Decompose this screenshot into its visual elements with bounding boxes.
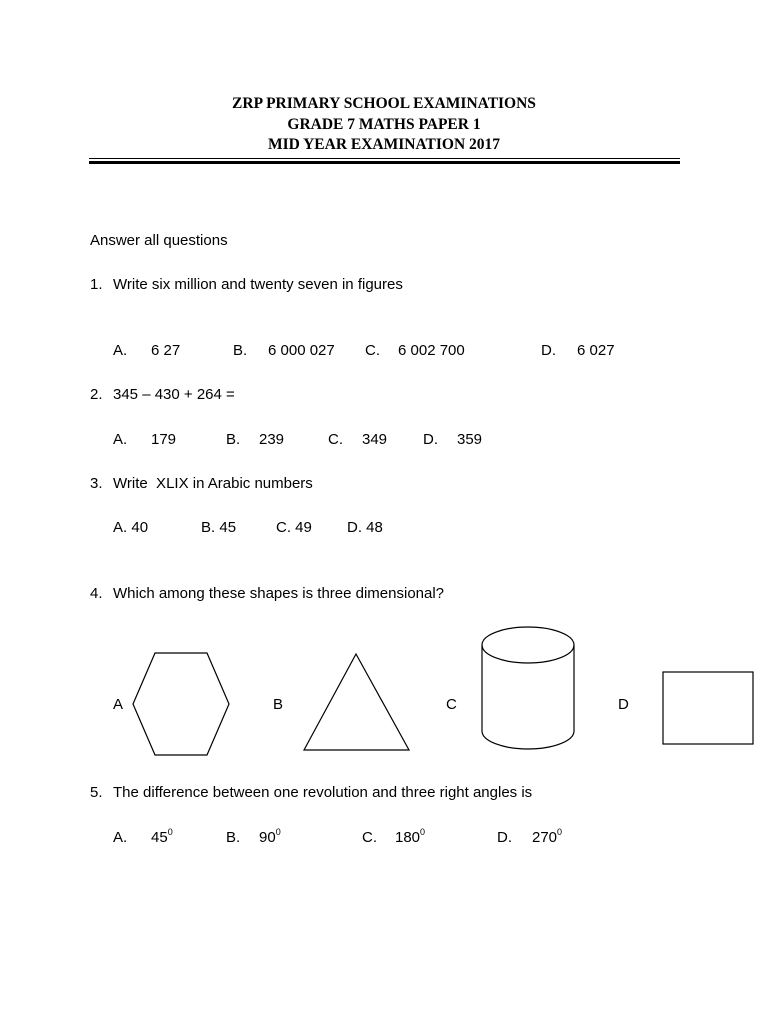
q2-option-c-value: 349 xyxy=(362,431,388,448)
q3-text: Write XLIX in Arabic numbers xyxy=(113,475,313,492)
q5-option-d-value xyxy=(532,829,562,847)
q4-number: 4. xyxy=(90,585,103,602)
q5-option-c-number: 180 xyxy=(395,829,421,846)
q1-option-b-value: 6 000 027 xyxy=(268,342,335,359)
degree-sup: 0 xyxy=(557,827,563,837)
q2-option-d-value: 359 xyxy=(457,431,483,448)
q2-text: 345 – 430 + 264 = xyxy=(113,386,235,403)
cylinder-shape xyxy=(482,627,574,749)
q5-text: The difference between one revolution and three right angles is xyxy=(113,784,533,801)
q2-option-c-letter: C. xyxy=(328,431,343,448)
exam-session: MID YEAR EXAMINATION 2017 xyxy=(267,136,501,153)
q3-number: 3. xyxy=(90,475,103,492)
degree-sup: 0 xyxy=(420,827,426,837)
degree-sup: 0 xyxy=(275,827,281,837)
q1-option-d-value: 6 027 xyxy=(577,342,615,359)
q3-option-c-letter: C. xyxy=(276,519,291,536)
q1-option-c-value: 6 002 700 xyxy=(398,342,465,359)
q3-option-a-value: 40 xyxy=(131,519,149,536)
q4-text: Which among these shapes is three dimensional? xyxy=(113,585,445,602)
q5-option-a-value xyxy=(151,829,173,847)
q4-option-c-letter: C xyxy=(446,696,457,713)
q5-option-c-letter: C. xyxy=(362,829,377,846)
q2-number: 2. xyxy=(90,386,103,403)
q1-option-b-letter: B. xyxy=(233,342,248,359)
q5-number: 5. xyxy=(90,784,103,801)
q1-text: Write six million and twenty seven in figures xyxy=(113,276,403,293)
triangle-shape xyxy=(304,654,409,750)
q2-option-a-value: 179 xyxy=(151,431,177,448)
paper-title: GRADE 7 MATHS PAPER 1 xyxy=(287,115,481,133)
q1-option-a-letter: A. xyxy=(113,342,128,359)
q3-option-a-letter: A. xyxy=(113,519,128,536)
q4-option-b-letter: B xyxy=(273,696,284,713)
q5-option-b-number: 90 xyxy=(259,829,276,846)
rectangle-shape xyxy=(663,672,753,744)
q3-option-d-value: 48 xyxy=(366,519,383,536)
q1-option-c-letter: C. xyxy=(365,342,380,359)
q4-option-d-letter: D xyxy=(618,696,629,713)
q1-number: 1. xyxy=(90,276,103,293)
q2-option-d-letter: D. xyxy=(423,431,438,448)
q2-option-b-value: 239 xyxy=(259,431,285,448)
q2-option-a-letter: A. xyxy=(113,431,128,448)
q3-option-b-value: 45 xyxy=(219,519,237,536)
q5-option-d-letter: D. xyxy=(497,829,512,846)
q1-option-d-letter: D. xyxy=(541,342,556,359)
q5-option-a-letter: A. xyxy=(113,829,128,846)
q5-option-a-number: 45 xyxy=(151,829,168,846)
q3-option-b-letter: B. xyxy=(201,519,216,536)
q5-option-b-value xyxy=(259,829,281,847)
q3-option-d-letter: D. xyxy=(347,519,362,536)
school-name: ZRP PRIMARY SCHOOL EXAMINATIONS xyxy=(232,95,536,112)
q2-option-b-letter: B. xyxy=(226,431,241,448)
q3-option-c-value: 49 xyxy=(295,519,312,536)
q5-option-d-number: 270 xyxy=(532,829,558,846)
hexagon-shape xyxy=(133,653,229,755)
q4-option-a-letter: A xyxy=(113,696,124,713)
degree-sup: 0 xyxy=(167,827,173,837)
q1-option-a-value: 6 27 xyxy=(151,342,181,359)
instructions: Answer all questions xyxy=(90,232,228,249)
q5-option-b-letter: B. xyxy=(226,829,241,846)
q5-option-c-value xyxy=(395,829,425,847)
